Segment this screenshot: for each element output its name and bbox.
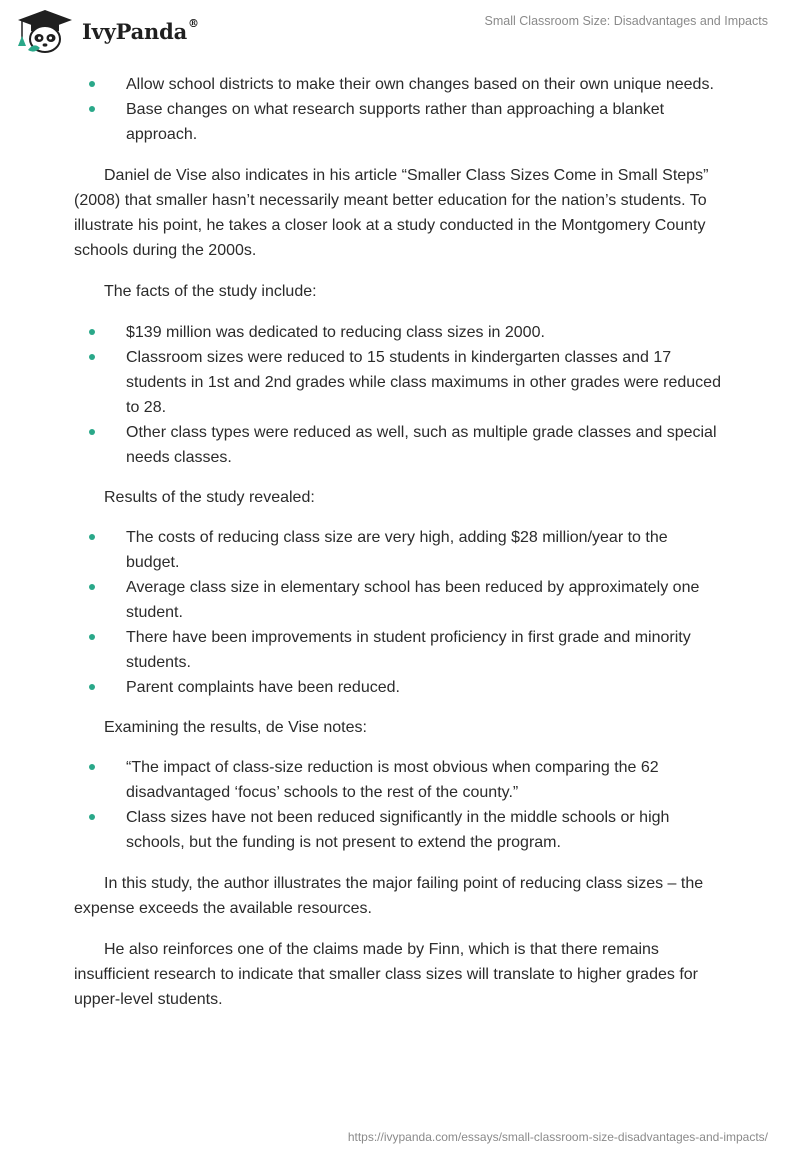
bullet-dot-icon [89, 534, 95, 540]
list-item: The costs of reducing class size are very high, adding $28 million/year to the budget. [74, 525, 724, 575]
list-item: Allow school districts to make their own changes based on their own unique needs. [74, 72, 724, 97]
bullet-dot-icon [89, 354, 95, 360]
bullet-dot-icon [89, 764, 95, 770]
document-title: Small Classroom Size: Disadvantages and Impacts [484, 14, 768, 28]
paragraph: He also reinforces one of the claims made by Finn, which is that there remains insufficient research to indicate that smaller class sizes will translate to higher grades for upper-level students. [74, 941, 698, 1008]
paragraph: The facts of the study include: [104, 283, 317, 300]
paragraph: In this study, the author illustrates the major failing point of reducing class sizes – the expense exceeds the available resources. [74, 875, 704, 917]
de-vise-notes-list [74, 755, 724, 855]
paragraph: Examining the results, de Vise notes: [104, 719, 367, 736]
list-item: Class sizes have not been reduced significantly in the middle schools or high schools, but the funding is not present to extend the program. [74, 805, 724, 855]
bullet-dot-icon [89, 684, 95, 690]
source-url[interactable]: https://ivypanda.com/essays/small-classroom-size-disadvantages-and-impacts/ [347, 1130, 768, 1144]
bullet-dot-icon [89, 106, 95, 112]
bullet-dot-icon [89, 634, 95, 640]
paragraph: Daniel de Vise also indicates in his article “Smaller Class Sizes Come in Small Steps” (2008) that smaller hasn’t necessarily meant better education for the nation’s students. To illustrate his point, he takes a closer look at a study conducted in the Montgomery County schools during the 2000s. [74, 167, 709, 259]
list-item: Other class types were reduced as well, such as multiple grade classes and special needs classes. [74, 420, 724, 470]
page-header [0, 0, 800, 64]
panda-graduate-icon [14, 8, 76, 54]
brand-name: IvyPanda® [82, 16, 199, 44]
study-facts-list [74, 320, 724, 470]
bullet-dot-icon [89, 329, 95, 335]
study-results-list [74, 525, 724, 700]
paragraph: Results of the study revealed: [104, 489, 315, 506]
list-item: $139 million was dedicated to reducing class sizes in 2000. [74, 320, 724, 345]
essay-body [74, 72, 724, 1012]
bullet-dot-icon [89, 81, 95, 87]
bullet-dot-icon [89, 429, 95, 435]
ivypanda-logo[interactable] [14, 8, 199, 54]
list-item: Classroom sizes were reduced to 15 students in kindergarten classes and 17 students in 1st and 2nd grades while class maximums in other grades were reduced to 28. [74, 345, 724, 420]
list-item: “The impact of class-size reduction is most obvious when comparing the 62 disadvantaged ‘focus’ schools to the rest of the county.” [74, 755, 724, 805]
list-item: Base changes on what research supports rather than approaching a blanket approach. [74, 97, 724, 147]
list-item: Average class size in elementary school has been reduced by approximately one student. [74, 575, 724, 625]
bullet-dot-icon [89, 814, 95, 820]
bullet-dot-icon [89, 584, 95, 590]
list-item: There have been improvements in student proficiency in first grade and minority students. [74, 625, 724, 675]
recommendations-list [74, 72, 724, 147]
list-item: Parent complaints have been reduced. [74, 675, 724, 700]
